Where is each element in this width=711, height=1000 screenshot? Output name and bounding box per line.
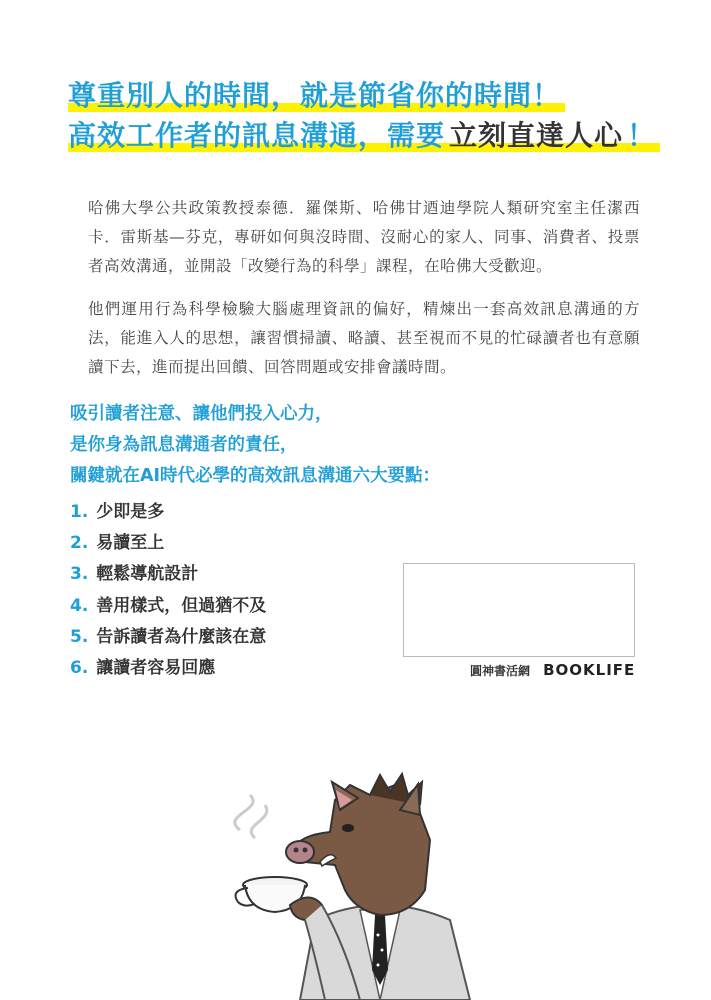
publisher-chinese-name: 圓神書活網 — [470, 664, 531, 678]
subheading-line-2: 是你身為訊息溝通者的責任， — [70, 435, 298, 455]
point-number: 3. — [70, 564, 89, 585]
point-text: 輕鬆導航設計 — [96, 564, 199, 585]
headline-line-2-end: ！ — [627, 119, 660, 152]
point-text: 易讀至上 — [96, 533, 165, 554]
list-item — [70, 497, 266, 528]
point-number: 1. — [70, 502, 89, 522]
headline-line-2 — [68, 116, 660, 156]
point-number: 5. — [70, 626, 89, 647]
headline-line-2-emphasis: 立刻直達人心 — [449, 119, 627, 152]
point-number: 2. — [70, 533, 89, 554]
list-item — [70, 622, 266, 653]
point-text: 少即是多 — [96, 502, 165, 522]
point-text: 告訴讀者為什麼該在意 — [96, 626, 267, 647]
list-item — [70, 653, 266, 684]
point-number: 6. — [70, 657, 89, 678]
headline-line-1 — [68, 76, 565, 116]
point-number: 4. — [70, 595, 89, 616]
subheading-line-1: 吸引讀者注意、讓他們投入心力， — [70, 404, 333, 424]
list-item — [70, 528, 266, 559]
method-paragraph: 他們運用行為科學檢驗大腦處理資訊的偏好，精煉出一套高效訊息溝通的方法，能進入人的思想，讓習慣掃讀、略讀、甚至視而不見的忙碌讀者也有意願讀下去，進而提出回饋、回答問題或安排會議時間。 — [88, 299, 640, 376]
subheading-line-3: 關鍵就在AI時代必學的高效訊息溝通六大要點： — [70, 466, 441, 486]
publisher-brand — [470, 660, 635, 679]
headline-line-2-blue: 高效工作者的訊息溝通，需要 — [68, 119, 449, 152]
list-item — [70, 559, 266, 590]
boar-drinking-tea-icon — [220, 770, 500, 1000]
booklife-logo: BOOKLIFE — [543, 661, 636, 679]
point-text: 善用樣式，但過猶不及 — [96, 595, 267, 616]
headline-line-1-text: 尊重別人的時間，就是節省你的時間！ — [68, 79, 565, 112]
list-item — [70, 591, 266, 622]
key-points-list — [70, 497, 266, 684]
point-text: 讓讀者容易回應 — [96, 657, 216, 678]
intro-paragraph: 哈佛大學公共政策教授泰德．羅傑斯、哈佛甘迺迪學院人類研究室主任潔西卡．雷斯基—芬克，專研如何與沒時間、沒耐心的家人、同事、消費者、投票者高效溝通，並開設「改變行為的科學」課程，在哈佛大受歡迎。 — [88, 198, 640, 275]
blank-stamp-box — [403, 563, 635, 657]
